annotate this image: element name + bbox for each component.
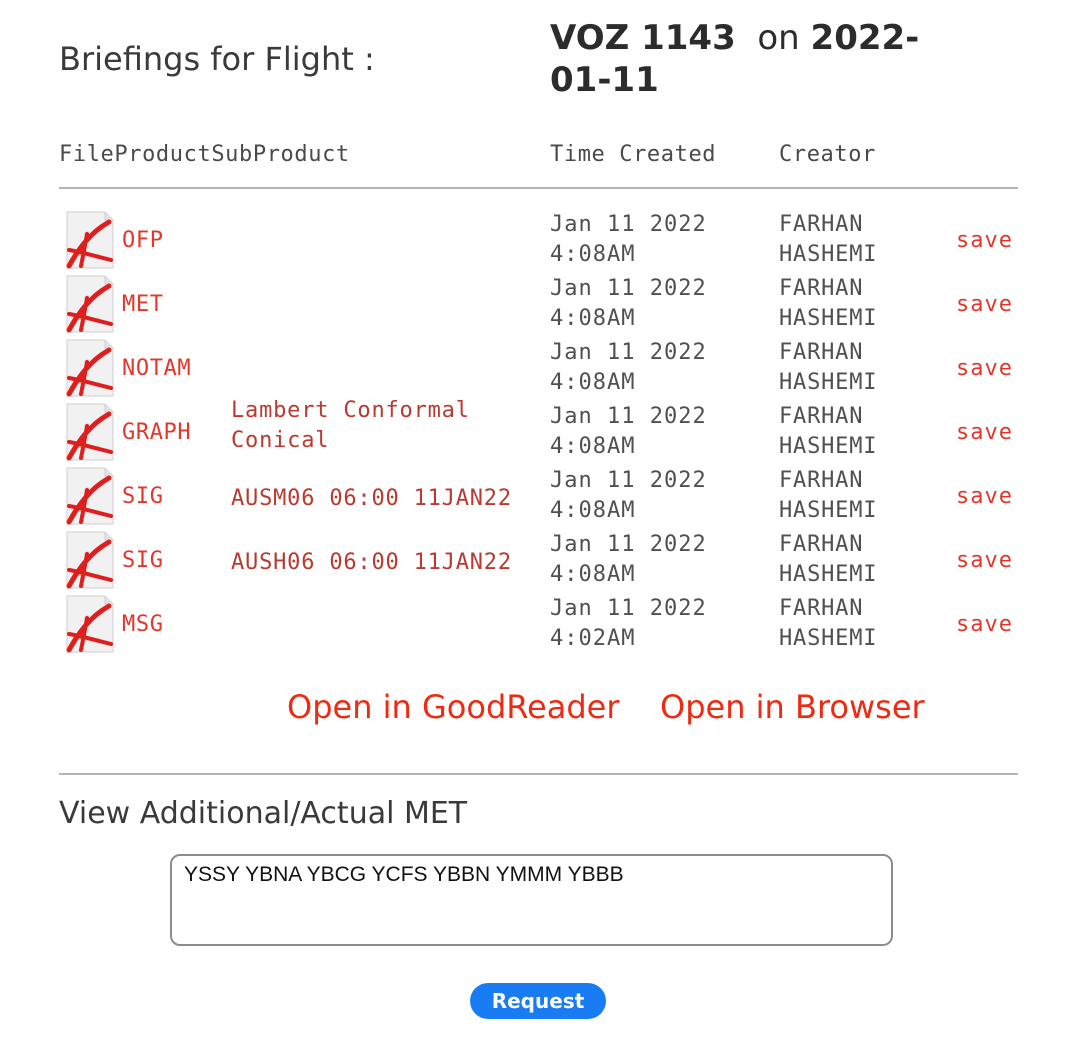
file-creator: FARHAN HASHEMI [779, 532, 878, 587]
file-row [0, 332, 1065, 396]
flight-number: VOZ 1143 [550, 18, 736, 58]
file-subproduct: Lambert Conformal Conical [231, 398, 470, 453]
file-product-link[interactable]: SIG [122, 548, 164, 573]
flight-heading [550, 17, 980, 101]
file-time-created: Jan 11 2022 4:02AM [550, 596, 707, 651]
file-subproduct: AUSH06 06:00 11JAN22 [231, 550, 512, 575]
file-time-created: Jan 11 2022 4:08AM [550, 340, 707, 395]
file-time-created: Jan 11 2022 4:08AM [550, 212, 707, 267]
pdf-file-icon[interactable] [65, 530, 115, 590]
file-product-link[interactable]: MET [122, 292, 164, 317]
save-link[interactable]: save [956, 548, 1013, 573]
file-time-created: Jan 11 2022 4:08AM [550, 532, 707, 587]
file-creator: FARHAN HASHEMI [779, 596, 878, 651]
file-row [0, 588, 1065, 652]
file-product-link[interactable]: OFP [122, 228, 164, 253]
header-divider [59, 187, 1018, 189]
pdf-file-icon[interactable] [65, 274, 115, 334]
flight-on-text: on [757, 18, 800, 58]
file-product-link[interactable]: NOTAM [122, 356, 192, 381]
file-time-created: Jan 11 2022 4:08AM [550, 468, 707, 523]
save-link[interactable]: save [956, 228, 1013, 253]
col-time-created: Time Created [550, 142, 717, 167]
file-row [0, 460, 1065, 524]
file-creator: FARHAN HASHEMI [779, 404, 878, 459]
met-section-title: View Additional/Actual MET [59, 796, 468, 831]
col-file: File [59, 142, 115, 167]
file-creator: FARHAN HASHEMI [779, 276, 878, 331]
save-link[interactable]: save [956, 356, 1013, 381]
file-creator: FARHAN HASHEMI [779, 468, 878, 523]
file-row [0, 524, 1065, 588]
col-product: Product [114, 142, 212, 167]
col-subproduct: SubProduct [211, 142, 350, 167]
open-in-goodreader-link[interactable]: Open in GoodReader [287, 688, 620, 726]
file-creator: FARHAN HASHEMI [779, 212, 878, 267]
pdf-file-icon[interactable] [65, 402, 115, 462]
file-creator: FARHAN HASHEMI [779, 340, 878, 395]
flight-date: 2022-01-11 [550, 18, 920, 100]
open-in-browser-link[interactable]: Open in Browser [660, 688, 925, 726]
met-stations-input[interactable] [170, 854, 893, 946]
file-product-link[interactable]: MSG [122, 612, 164, 637]
pdf-file-icon[interactable] [65, 594, 115, 654]
header-label: Briefings for Flight : [59, 40, 375, 78]
section-divider [59, 773, 1018, 775]
file-row [0, 268, 1065, 332]
pdf-file-icon[interactable] [65, 210, 115, 270]
file-product-link[interactable]: SIG [122, 484, 164, 509]
file-row [0, 396, 1065, 460]
save-link[interactable]: save [956, 484, 1013, 509]
save-link[interactable]: save [956, 292, 1013, 317]
file-row [0, 204, 1065, 268]
col-creator: Creator [779, 142, 876, 167]
pdf-file-icon[interactable] [65, 466, 115, 526]
save-link[interactable]: save [956, 420, 1013, 445]
file-time-created: Jan 11 2022 4:08AM [550, 404, 707, 459]
file-time-created: Jan 11 2022 4:08AM [550, 276, 707, 331]
request-button[interactable]: Request [470, 983, 606, 1019]
file-product-link[interactable]: GRAPH [122, 420, 192, 445]
pdf-file-icon[interactable] [65, 338, 115, 398]
file-subproduct: AUSM06 06:00 11JAN22 [231, 486, 512, 511]
save-link[interactable]: save [956, 612, 1013, 637]
